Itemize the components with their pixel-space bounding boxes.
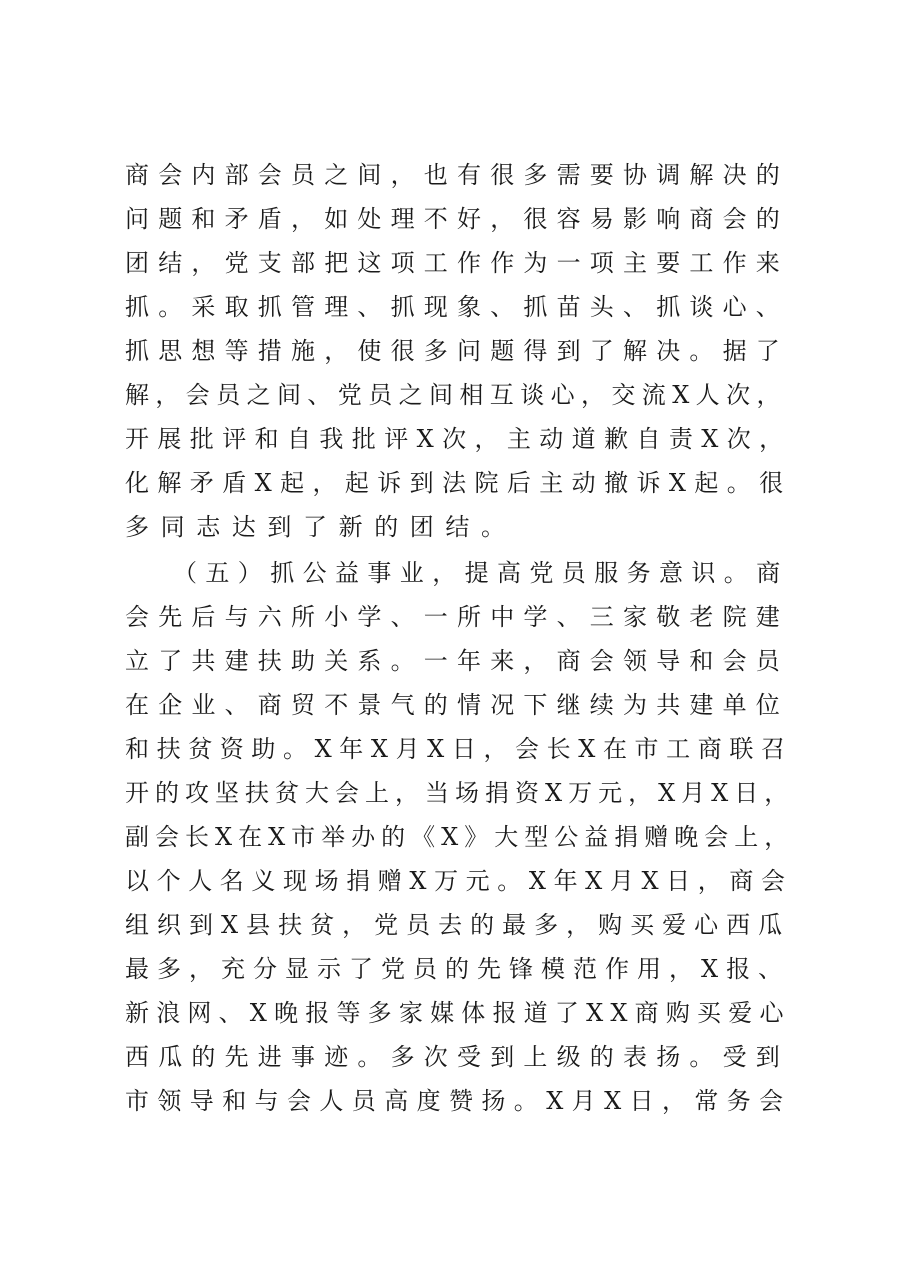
text-line: 抓思想等措施，使很多问题得到了解决。据了 xyxy=(125,337,789,365)
text-line: 解，会员之间、党员之间相互谈心，交流X人次， xyxy=(125,381,787,409)
text-line: 组织到X县扶贫，党员去的最多，购买爱心西瓜 xyxy=(125,911,791,939)
text-line: 团结，党支部把这项工作作为一项主要工作来 xyxy=(125,249,789,277)
text-line: 会先后与六所小学、一所中学、三家敬老院建 xyxy=(125,603,789,631)
text-line: 以个人名义现场捐赠X万元。X年X月X日，商会 xyxy=(125,867,793,895)
text-line: 商会内部会员之间，也有很多需要协调解决的 xyxy=(125,161,789,189)
text-line: 副会长X在X市举办的《X》大型公益捐赠晚会上， xyxy=(125,823,795,851)
text-line: 和扶贫资助。X年X月X日，会长X在市工商联召 xyxy=(125,735,793,763)
text-line: 抓。采取抓管理、抓现象、抓苗头、抓谈心、 xyxy=(125,293,789,321)
section-heading-line: （五）抓公益事业，提高党员服务意识。商 xyxy=(173,559,789,587)
text-line: 新浪网、X晚报等多家媒体报道了XX商购买爱心 xyxy=(125,999,791,1027)
text-line: 问题和矛盾，如处理不好，很容易影响商会的 xyxy=(125,205,789,233)
text-line: 开的攻坚扶贫大会上，当场捐资X万元，X月X日， xyxy=(125,779,795,807)
text-line: 化解矛盾X起，起诉到法院后主动撤诉X起。很 xyxy=(125,469,792,497)
text-line: 市领导和与会人员高度赞扬。X月X日，常务会 xyxy=(125,1087,792,1115)
text-line: 在企业、商贸不景气的情况下继续为共建单位 xyxy=(125,691,789,719)
text-line: 西瓜的先进事迹。多次受到上级的表扬。受到 xyxy=(125,1043,789,1071)
text-line: 最多，充分显示了党员的先锋模范作用，X报、 xyxy=(125,955,791,983)
text-line: 多同志达到了新的团结。 xyxy=(125,513,517,541)
text-line: 立了共建扶助关系。一年来，商会领导和会员 xyxy=(125,647,789,675)
text-line: 开展批评和自我批评X次，主动道歉自责X次， xyxy=(125,425,792,453)
